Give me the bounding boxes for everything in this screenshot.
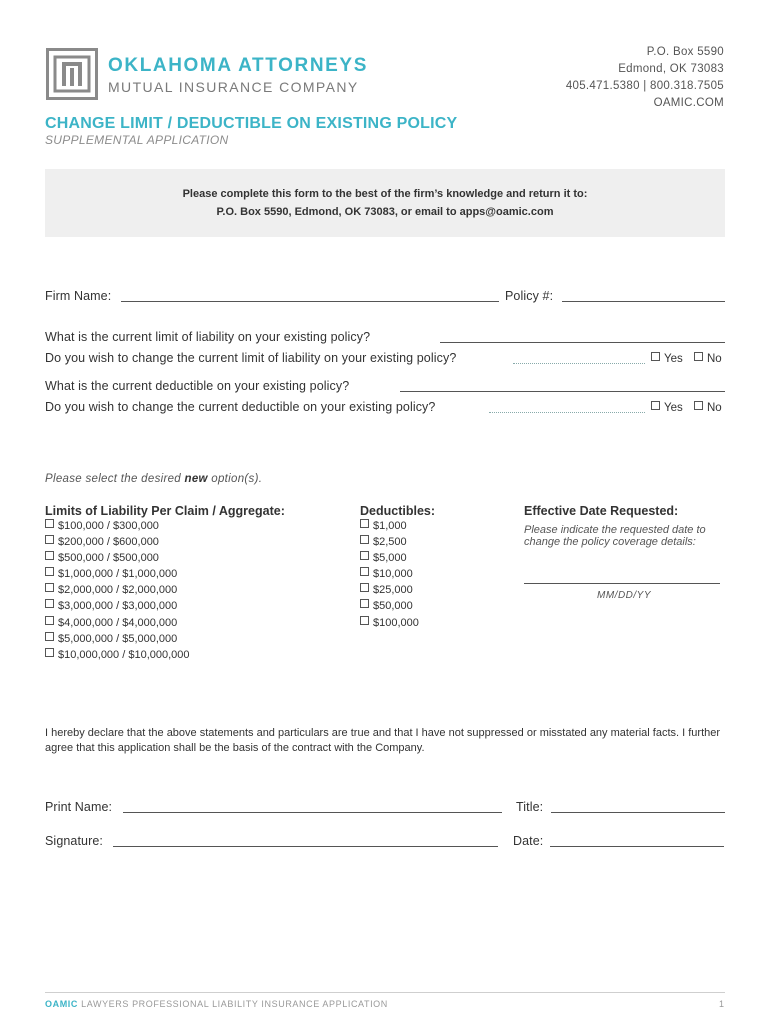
instructions-line: P.O. Box 5590, Edmond, OK 73083, or email to apps@oamic.com [216, 206, 554, 218]
current-limit-field[interactable] [440, 342, 725, 343]
checkbox-icon[interactable] [360, 599, 369, 608]
checkbox-icon[interactable] [45, 583, 54, 592]
date-format-hint: MM/DD/YY [597, 590, 651, 601]
deductibles-options-list [360, 518, 419, 631]
limits-options-list [45, 518, 190, 663]
limit-option[interactable]: $500,000 / $500,000 [45, 550, 190, 566]
change-deductible-yes[interactable] [651, 401, 683, 414]
deductible-option[interactable]: $25,000 [360, 582, 419, 598]
deductible-option[interactable]: $1,000 [360, 518, 419, 534]
select-options-note: Please select the desired new option(s). [45, 473, 263, 485]
change-limit-yes[interactable] [651, 352, 683, 365]
page-number: 1 [718, 999, 724, 1009]
checkbox-icon[interactable] [360, 551, 369, 560]
checkbox-icon[interactable] [360, 519, 369, 528]
print-name-label: Print Name: [45, 800, 113, 814]
effective-date-heading: Effective Date Requested: [524, 504, 679, 518]
phone-line: 405.471.5380 | 800.318.7505 [565, 80, 724, 92]
checkbox-icon[interactable] [360, 535, 369, 544]
checkbox-icon[interactable] [360, 567, 369, 576]
checkbox-icon[interactable] [45, 648, 54, 657]
current-deductible-field[interactable] [400, 391, 725, 392]
limit-option[interactable]: $3,000,000 / $3,000,000 [45, 598, 190, 614]
checkbox-icon[interactable] [694, 401, 703, 410]
checkbox-icon[interactable] [45, 567, 54, 576]
effective-date-note: Please indicate the requested date to change the policy coverage details: [524, 524, 706, 548]
instructions-box [45, 169, 725, 237]
no-label: No [707, 353, 722, 365]
deductible-option[interactable]: $5,000 [360, 550, 419, 566]
address-line: Edmond, OK 73083 [618, 63, 724, 75]
leader-dots [513, 363, 645, 364]
limit-option[interactable]: $200,000 / $600,000 [45, 534, 190, 550]
print-name-field[interactable] [123, 812, 502, 813]
leader-dots [489, 412, 645, 413]
deductible-option[interactable]: $50,000 [360, 598, 419, 614]
footer-divider [45, 992, 725, 993]
limit-option[interactable]: $5,000,000 / $5,000,000 [45, 631, 190, 647]
no-label: No [707, 402, 722, 414]
checkbox-icon[interactable] [45, 599, 54, 608]
firm-name-label: Firm Name: [45, 289, 112, 303]
change-deductible-question: Do you wish to change the current deductible on your existing policy? [45, 400, 436, 414]
company-address [566, 44, 724, 112]
checkbox-icon[interactable] [360, 616, 369, 625]
deductible-option[interactable]: $10,000 [360, 566, 419, 582]
checkbox-icon[interactable] [360, 583, 369, 592]
yes-label: Yes [664, 402, 683, 414]
limit-option[interactable]: $4,000,000 / $4,000,000 [45, 615, 190, 631]
org-name-line2: MUTUAL INSURANCE COMPANY [108, 79, 359, 95]
company-logo-icon [46, 48, 98, 100]
deductible-option[interactable]: $100,000 [360, 615, 419, 631]
limit-option[interactable]: $2,000,000 / $2,000,000 [45, 582, 190, 598]
policy-number-label: Policy #: [505, 289, 554, 303]
effective-date-field[interactable] [524, 583, 720, 584]
date-label: Date: [513, 834, 544, 848]
title-field[interactable] [551, 812, 725, 813]
deductibles-heading: Deductibles: [360, 504, 436, 518]
current-limit-question: What is the current limit of liability on your existing policy? [45, 330, 371, 344]
footer-text: OAMIC LAWYERS PROFESSIONAL LIABILITY INSURANCE APPLICATION [45, 999, 388, 1009]
checkbox-icon[interactable] [45, 616, 54, 625]
date-field[interactable] [550, 846, 724, 847]
website-line: OAMIC.COM [653, 97, 724, 109]
checkbox-icon[interactable] [45, 551, 54, 560]
checkbox-icon[interactable] [651, 401, 660, 410]
change-limit-no[interactable] [694, 352, 722, 365]
checkbox-icon[interactable] [694, 352, 703, 361]
firm-name-field[interactable] [121, 301, 499, 302]
yes-label: Yes [664, 353, 683, 365]
title-label: Title: [516, 800, 544, 814]
signature-label: Signature: [45, 834, 103, 848]
form-title: CHANGE LIMIT / DEDUCTIBLE ON EXISTING POLICY [45, 115, 458, 132]
form-subtitle: SUPPLEMENTAL APPLICATION [45, 133, 229, 147]
change-limit-question: Do you wish to change the current limit of liability on your existing policy? [45, 351, 457, 365]
checkbox-icon[interactable] [45, 519, 54, 528]
current-deductible-question: What is the current deductible on your existing policy? [45, 379, 350, 393]
deductible-option[interactable]: $2,500 [360, 534, 419, 550]
limit-option[interactable]: $100,000 / $300,000 [45, 518, 190, 534]
declaration-text: I hereby declare that the above statements and particulars are true and that I have not suppressed or misstated any material facts. I further agree that this application shall be the basis of the contract with the Company. [45, 727, 721, 754]
checkbox-icon[interactable] [651, 352, 660, 361]
limits-heading: Limits of Liability Per Claim / Aggregate: [45, 504, 285, 518]
limit-option[interactable]: $1,000,000 / $1,000,000 [45, 566, 190, 582]
signature-field[interactable] [113, 846, 498, 847]
policy-number-field[interactable] [562, 301, 725, 302]
instructions-line: Please complete this form to the best of the firm’s knowledge and return it to: [182, 188, 588, 200]
change-deductible-no[interactable] [694, 401, 722, 414]
checkbox-icon[interactable] [45, 632, 54, 641]
org-name-line1: OKLAHOMA ATTORNEYS [108, 55, 368, 76]
limit-option[interactable]: $10,000,000 / $10,000,000 [45, 647, 190, 663]
address-line: P.O. Box 5590 [646, 46, 724, 58]
checkbox-icon[interactable] [45, 535, 54, 544]
